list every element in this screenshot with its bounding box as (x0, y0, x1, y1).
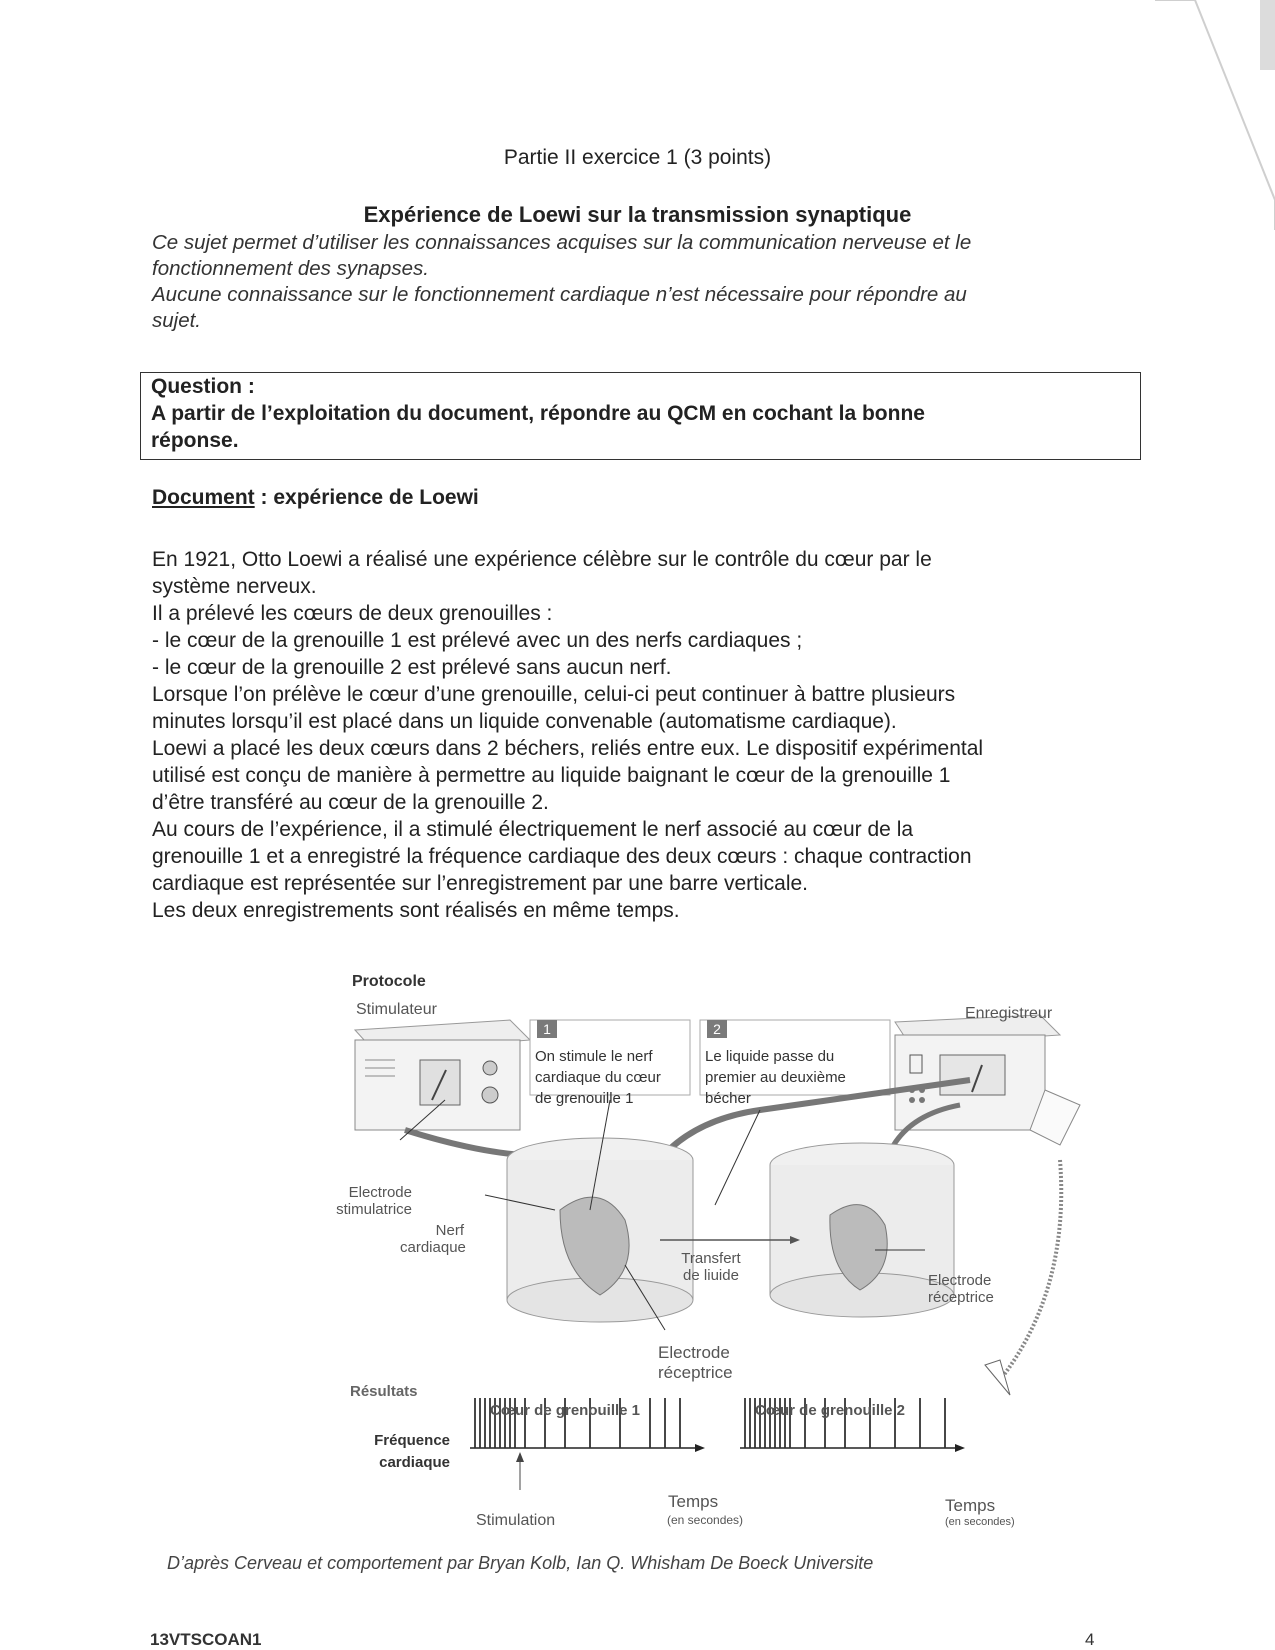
intro-line: Aucune connaissance sur le fonctionnement cardiaque n’est nécessaire pour répondre au (152, 283, 967, 306)
paragraph-line: Lorsque l’on prélève le cœur d’une grenouille, celui-ci peut continuer à battre plusieurs (152, 683, 956, 706)
document-title-label: Document (152, 486, 255, 509)
paragraph-line: En 1921, Otto Loewi a réalisé une expérience célèbre sur le contrôle du cœur par le (152, 548, 932, 571)
pointer-line (715, 1110, 760, 1205)
step2-line: Le liquide passe du (705, 1048, 835, 1065)
paragraph-line: - le cœur de la grenouille 2 est prélevé sans aucun nerf. (152, 656, 672, 679)
recorder-device (895, 1015, 1080, 1145)
paragraph-line: - le cœur de la grenouille 1 est prélevé avec un des nerfs cardiaques ; (152, 629, 803, 652)
step2-line: premier au deuxième (705, 1069, 846, 1086)
paragraph-line: grenouille 1 et a enregistré la fréquence cardiaque des deux cœurs : chaque contraction (152, 845, 972, 868)
coeur1-label: Cœur de grenouille 1 (490, 1402, 641, 1419)
step2-text (705, 1046, 846, 1109)
paragraph-line: Au cours de l’expérience, il a stimulé électriquement le nerf associé au cœur de la (152, 818, 914, 841)
transfert-label (670, 1250, 752, 1284)
label-line: de liuide (683, 1267, 739, 1284)
label-line: réceptrice (658, 1363, 733, 1382)
label-line: stimulatrice (336, 1201, 412, 1218)
stimulation-label: Stimulation (476, 1512, 556, 1529)
intro-text (152, 230, 1152, 334)
nerf-cardiaque-label (400, 1222, 464, 1256)
step2-line: bécher (705, 1090, 751, 1107)
step1-number: 1 (537, 1020, 557, 1038)
label-line: réceptrice (928, 1289, 994, 1306)
question-line: A partir de l’exploitation du document, répondre au QCM en cochant la bonne (151, 402, 925, 425)
paragraph-line: cardiaque est représentée sur l’enregistrement par une barre verticale. (152, 872, 809, 895)
label-line: cardiaque (379, 1454, 450, 1471)
electrode-stimulatrice-label (330, 1184, 412, 1218)
paragraph-line: Il a prélevé les cœurs de deux grenouilles : (152, 602, 553, 625)
enregistreur-label: Enregistreur (965, 1005, 1053, 1022)
question-box (140, 372, 1141, 460)
paragraph-line: minutes lorsqu’il est placé dans un liquide convenable (automatisme cardiaque). (152, 710, 897, 733)
step1-line: cardiaque du cœur (535, 1069, 661, 1086)
label-line: Electrode (348, 1184, 412, 1201)
page-edge-decoration (1155, 0, 1275, 230)
document-title (152, 486, 479, 510)
beaker-2 (770, 1143, 954, 1317)
paragraph-line: système nerveux. (152, 575, 317, 598)
recording-arrow (1000, 1160, 1061, 1380)
electrode-receptrice-center-label (658, 1343, 733, 1383)
label-line: Electrode (658, 1343, 730, 1362)
label-line: cardiaque (400, 1239, 466, 1256)
subject-title: Expérience de Loewi sur la transmission synaptique (363, 202, 912, 227)
stimulateur-label: Stimulateur (356, 1001, 437, 1018)
step1-line: On stimule le nerf (535, 1048, 653, 1065)
paragraph-line: utilisé est conçu de manière à permettre au liquide baignant le cœur de la grenouille 1 (152, 764, 951, 787)
document-paragraph (152, 546, 1152, 924)
temps-label-2: Temps (945, 1496, 996, 1515)
temps-label-1: Temps (668, 1492, 719, 1511)
part-title: Partie II exercice 1 (3 points) (503, 146, 772, 169)
paragraph-line: Loewi a placé les deux cœurs dans 2 béchers, reliés entre eux. Le dispositif expérimental (152, 737, 984, 760)
label-line: Nerf (435, 1222, 464, 1239)
source-citation: D’après Cerveau et comportement par Bryan Kolb, Ian Q. Whisham De Boeck Universite (167, 1553, 874, 1573)
protocole-label: Protocole (352, 973, 426, 990)
document-title-rest: : expérience de Loewi (254, 486, 479, 509)
coeur2-label: Cœur de grenouille 2 (755, 1402, 906, 1419)
electrode-receptrice-right-label (928, 1272, 994, 1306)
step1-line: de grenouille 1 (535, 1090, 634, 1107)
en-secondes-label-1: (en secondes) (667, 1513, 744, 1527)
beaker-1 (507, 1138, 693, 1322)
paragraph-line: Les deux enregistrements sont réalisés en même temps. (152, 899, 680, 922)
step1-text (535, 1046, 661, 1109)
resultats-label: Résultats (350, 1383, 418, 1400)
paragraph-line: d’être transféré au cœur de la grenouille 2. (152, 791, 549, 814)
en-secondes-label-2: (en secondes) (945, 1516, 1015, 1528)
step2-number: 2 (707, 1020, 727, 1038)
footer-code: 13VTSCOAN1 (150, 1630, 262, 1649)
question-line: réponse. (151, 429, 239, 452)
label-line: Transfert (681, 1250, 741, 1267)
frequence-cardiaque-label (355, 1430, 450, 1474)
stimulator-device (355, 1020, 530, 1130)
intro-line: Ce sujet permet d’utiliser les connaissances acquises sur la communication nerveuse et le (152, 231, 972, 254)
label-line: Electrode (928, 1272, 992, 1289)
question-label: Question : (151, 375, 255, 398)
intro-line: sujet. (152, 309, 201, 332)
page-number: 4 (1085, 1630, 1095, 1649)
intro-line: fonctionnement des synapses. (152, 257, 429, 280)
label-line: Fréquence (374, 1432, 450, 1449)
